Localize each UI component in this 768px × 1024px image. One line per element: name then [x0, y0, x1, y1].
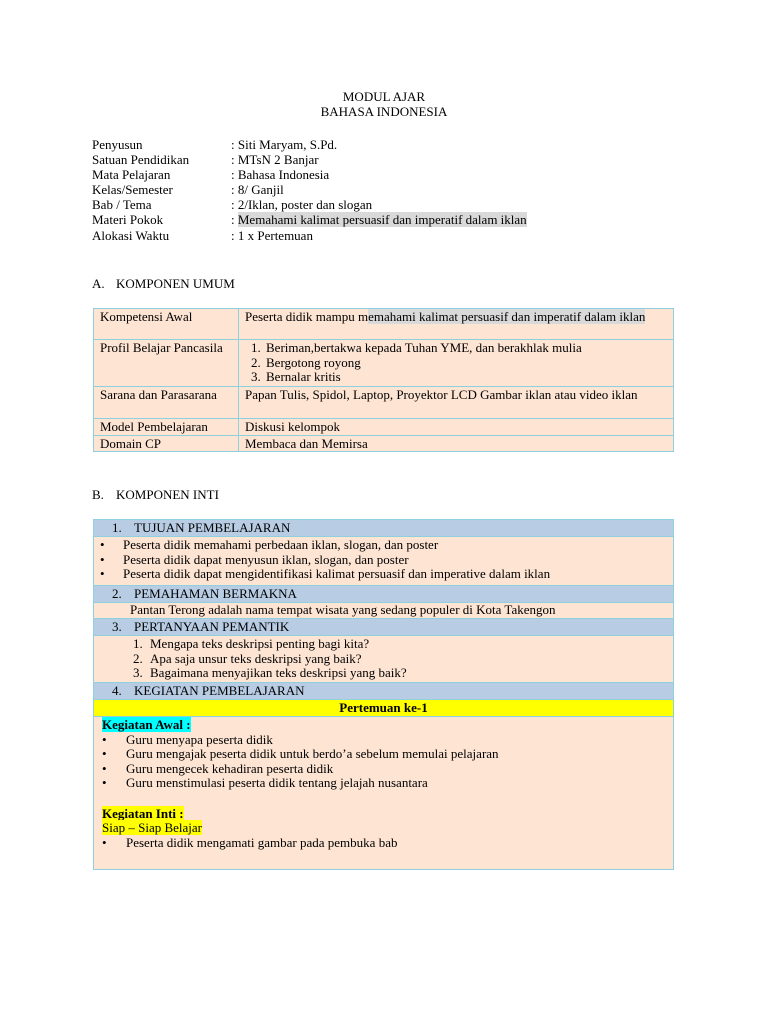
komponen-umum-table: [93, 308, 674, 452]
document-subtitle: BAHASA INDONESIA: [320, 104, 448, 119]
list-item: 2. Bergotong royong: [264, 356, 667, 371]
section-b-title: KOMPONEN INTI: [116, 487, 219, 502]
meta-label-materi: Materi Pokok: [92, 212, 164, 227]
kegiatan-awal-title: Kegiatan Awal :: [102, 717, 191, 732]
section-a-letter: A.: [92, 276, 105, 291]
row-label-domain: Domain CP: [94, 435, 239, 452]
pemahaman-header: [94, 586, 673, 603]
pertanyaan-title: PERTANYAAN PEMANTIK: [134, 619, 290, 634]
list-item: • Peserta didik mengamati gambar pada pembuka bab: [94, 836, 673, 851]
list-item: • Guru mengajak peserta didik untuk berdo’a sebelum memulai pelajaran: [94, 747, 673, 762]
pertanyaan-body: [94, 636, 673, 683]
tujuan-list: [94, 538, 673, 582]
list-item: 3. Bagaimana menyajikan teks deskripsi yang baik?: [146, 666, 673, 681]
list-item: • Guru menstimulasi peserta didik tentang jelajah nusantara: [94, 776, 673, 791]
meta-value-satuan: : MTsN 2 Banjar: [231, 152, 319, 167]
meta-label-alokasi: Alokasi Waktu: [92, 228, 170, 243]
pemahaman-num: 2.: [112, 586, 122, 601]
kegiatan-title: KEGIATAN PEMBELAJARAN: [134, 683, 305, 698]
meta-value-bab: : 2/Iklan, poster dan slogan: [231, 197, 373, 212]
pemahaman-body: Pantan Terong adalah nama tempat wisata yang sedang populer di Kota Takengon: [94, 603, 673, 619]
meta-materi-prefix: :: [231, 212, 238, 227]
table-row: [94, 340, 674, 387]
tujuan-num: 1.: [112, 520, 122, 535]
pemahaman-title: PEMAHAMAN BERMAKNA: [134, 586, 297, 601]
row-value-domain: Membaca dan Memirsa: [239, 435, 674, 452]
kegiatan-inti-subtitle: Siap – Siap Belajar: [102, 820, 203, 835]
meta-value-kelas: : 8/ Ganjil: [231, 182, 284, 197]
kegiatan-body: [94, 717, 673, 869]
tujuan-title: TUJUAN PEMBELAJARAN: [134, 520, 291, 535]
table-row: [94, 419, 674, 436]
row-label-sarana: Sarana dan Parasarana: [94, 387, 239, 419]
tujuan-header: [94, 520, 673, 537]
meta-value-alokasi: : 1 x Pertemuan: [231, 228, 313, 243]
meta-value-mapel: : Bahasa Indonesia: [231, 167, 330, 182]
meta-label-kelas: Kelas/Semester: [92, 182, 173, 197]
row-label-profil: Profil Belajar Pancasila: [94, 340, 239, 387]
meta-label-mapel: Mata Pelajaran: [92, 167, 171, 182]
kegiatan-inti-subtitle-row: [94, 821, 673, 836]
list-item: • Peserta didik memahami perbedaan iklan, slogan, dan poster: [94, 538, 673, 553]
kegiatan-awal-list: [94, 733, 673, 791]
table-row: [94, 435, 674, 452]
list-item: 2. Apa saja unsur teks deskripsi yang baik?: [146, 652, 673, 667]
row-value-profil: [239, 340, 674, 387]
list-item: 3. Bernalar kritis: [264, 370, 667, 385]
list-item: 1. Mengapa teks deskripsi penting bagi kita?: [146, 637, 673, 652]
section-b-heading: [92, 487, 219, 502]
komponen-inti-table: [93, 519, 674, 870]
list-item: 1. Beriman,bertakwa kepada Tuhan YME, dan berakhlak mulia: [264, 341, 667, 356]
pertanyaan-header: [94, 619, 673, 636]
kompetensi-highlight: emahami kalimat persuasif dan imperatif dalam iklan: [368, 309, 646, 324]
row-value-kompetensi: [239, 309, 674, 340]
meta-value-penyusun: : Siti Maryam, S.Pd.: [231, 137, 338, 152]
document-title: MODUL AJAR: [342, 89, 426, 104]
kompetensi-text: Peserta didik mampu m: [245, 309, 369, 324]
kegiatan-inti-title: Kegiatan Inti :: [102, 805, 184, 821]
tujuan-body: [94, 537, 673, 586]
list-item: • Guru menyapa peserta didik: [94, 733, 673, 748]
meta-label-bab: Bab / Tema: [92, 197, 152, 212]
list-item: • Peserta didik dapat menyusun iklan, slogan, dan poster: [94, 553, 673, 568]
section-b-letter: B.: [92, 487, 104, 502]
row-value-sarana: Papan Tulis, Spidol, Laptop, Proyektor LCD Gambar iklan atau video iklan: [239, 387, 674, 419]
kegiatan-awal-title-row: [94, 718, 673, 733]
section-a-heading: [92, 276, 235, 291]
table-row: [94, 387, 674, 419]
table-row: [94, 309, 674, 340]
profil-list: [245, 341, 667, 385]
row-label-kompetensi: Kompetensi Awal: [94, 309, 239, 340]
list-item: • Guru mengecek kehadiran peserta didik: [94, 762, 673, 777]
list-item: • Peserta didik dapat mengidentifikasi kalimat persuasif dan imperative dalam iklan: [94, 567, 673, 582]
kegiatan-inti-list: [94, 836, 673, 851]
meta-label-satuan: Satuan Pendidikan: [92, 152, 190, 167]
kegiatan-header: [94, 683, 673, 700]
pertanyaan-num: 3.: [112, 619, 122, 634]
row-label-model: Model Pembelajaran: [94, 419, 239, 436]
meta-value-materi: [231, 212, 527, 227]
kegiatan-inti-title-row: [94, 807, 673, 822]
pertanyaan-list: [94, 637, 673, 681]
row-value-model: Diskusi kelompok: [239, 419, 674, 436]
meta-materi-highlight: Memahami kalimat persuasif dan imperatif dalam iklan: [237, 212, 527, 227]
meta-label-penyusun: Penyusun: [92, 137, 143, 152]
section-a-title: KOMPONEN UMUM: [116, 276, 235, 291]
pertemuan-bar: Pertemuan ke-1: [94, 700, 673, 717]
kegiatan-num: 4.: [112, 683, 122, 698]
